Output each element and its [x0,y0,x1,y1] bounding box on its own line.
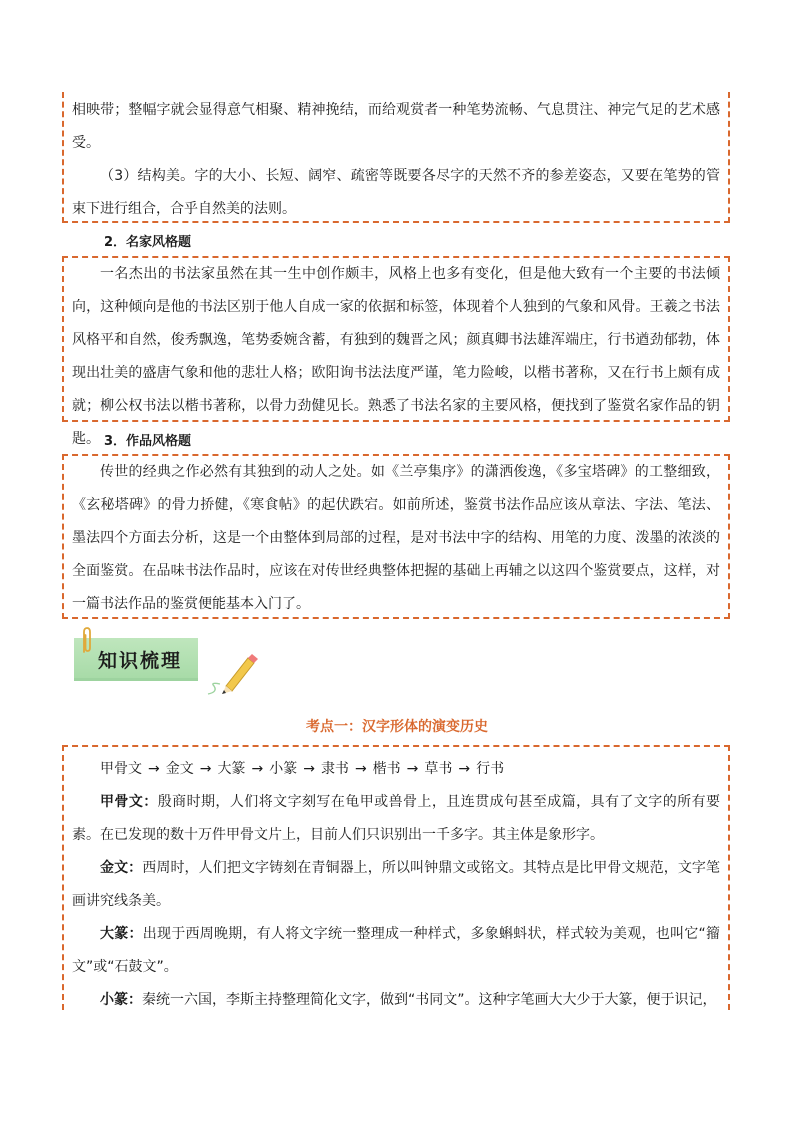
heading-master-style: 2．名家风格题 [104,235,192,250]
list-item: 小篆：秦统一六国，李斯主持整理简化文字，做到“书同文”。这种字笔画大大少于大篆，便于识记， [100,992,717,1008]
arrow: → [303,761,315,777]
arrow: → [251,761,264,777]
text-box-structure [62,92,730,223]
text-box-evolution [62,745,730,1010]
paragraph: 一名杰出的书法家虽然在其一生中创作颇丰，风格上也多有变化，但是他大致有一个主要的书法倾向，这种倾向是他的书法区别于他人自成一家的依据和标签，体现着个人独到的气象和风骨。王羲之书法风格平和自然，俊秀飘逸，笔势委婉含蓄，有独到的魏晋之风；颜真卿书法雄浑端庄，行书遒劲郁勃，体现出壮美的盛唐气象和他的悲壮人格；欧阳询书法法度严谨，笔力险峻，以楷书著称，又在行书上颇有成就；柳公权书法以楷书著称，以骨力劲健见长。熟悉了书法名家的主要风格，便找到了鉴赏名家作品的钥匙。 [72,266,720,447]
paragraph: 传世的经典之作必然有其独到的动人之处。如《兰亭集序》的潇洒俊逸，《多宝塔碑》的工整细致，《玄秘塔碑》的骨力挢健，《寒食帖》的起伏跌宕。如前所述，鉴赏书法作品应该从章法、字法、笔法、墨法四个方面去分析，这是一个由整体到局部的过程，是对书法中字的结构、用笔的力度、泼墨的浓淡的全面鉴赏。在品味书法作品时，应该在对传世经典整体把握的基础上再辅之以这四个鉴赏要点，这样，对一篇书法作品的鉴赏便能基本入门了。 [72,464,720,612]
evolution-sequence [72,753,720,786]
sequence-item: 甲骨文 [100,761,142,777]
list-item: 金文：西周时，人们把文字铸刻在青铜器上，所以叫钟鼎文或铭文。其特点是比甲骨文规范，文字笔画讲究线条美。 [72,860,720,909]
arrow: → [148,761,160,777]
text-box-work-style [62,454,730,619]
sequence-item: 金文 [165,761,194,777]
list-item: 大篆：出现于西周晚期，有人将文字统一整理成一种样式，多象蝌蚪状，样式较为美观，也叫它“籀文”或“石鼓文”。 [72,926,720,975]
list-item: 甲骨文：殷商时期，人们将文字刻写在龟甲或兽骨上，且连贯成句甚至成篇，具有了文字的所有要素。在已发现的数十万件甲骨文片上，目前人们只识别出一千多字。其主体是象形字。 [72,794,721,843]
paperclip-icon [78,626,96,656]
paragraph: 相映带；整幅字就会显得意气相聚、精神挽结，而给观赏者一种笔势流畅、气息贯注、神完气足的艺术感受。 [72,102,720,151]
sequence-item: 楷书 [372,761,401,777]
paragraph: （3）结构美。字的大小、长短、阔窄、疏密等既要各尽字的天然不齐的参差姿态，又要在笔势的管束下进行组合，合乎自然美的法则。 [72,168,720,217]
pencil-icon [204,648,258,698]
sequence-item: 隶书 [320,761,349,777]
arrow: → [354,761,367,777]
arrow: → [199,761,212,777]
banner-label: 知识梳理 [98,650,183,672]
sequence-item: 大篆 [217,761,246,777]
sequence-item: 小篆 [269,761,298,777]
section-title: 考点一：汉字形体的演变历史 [306,719,488,735]
heading-work-style: 3．作品风格题 [104,434,192,449]
sequence-item: 行书 [476,761,505,777]
sequence-item: 草书 [424,761,453,777]
arrow: → [406,761,419,777]
arrow: → [458,761,471,777]
